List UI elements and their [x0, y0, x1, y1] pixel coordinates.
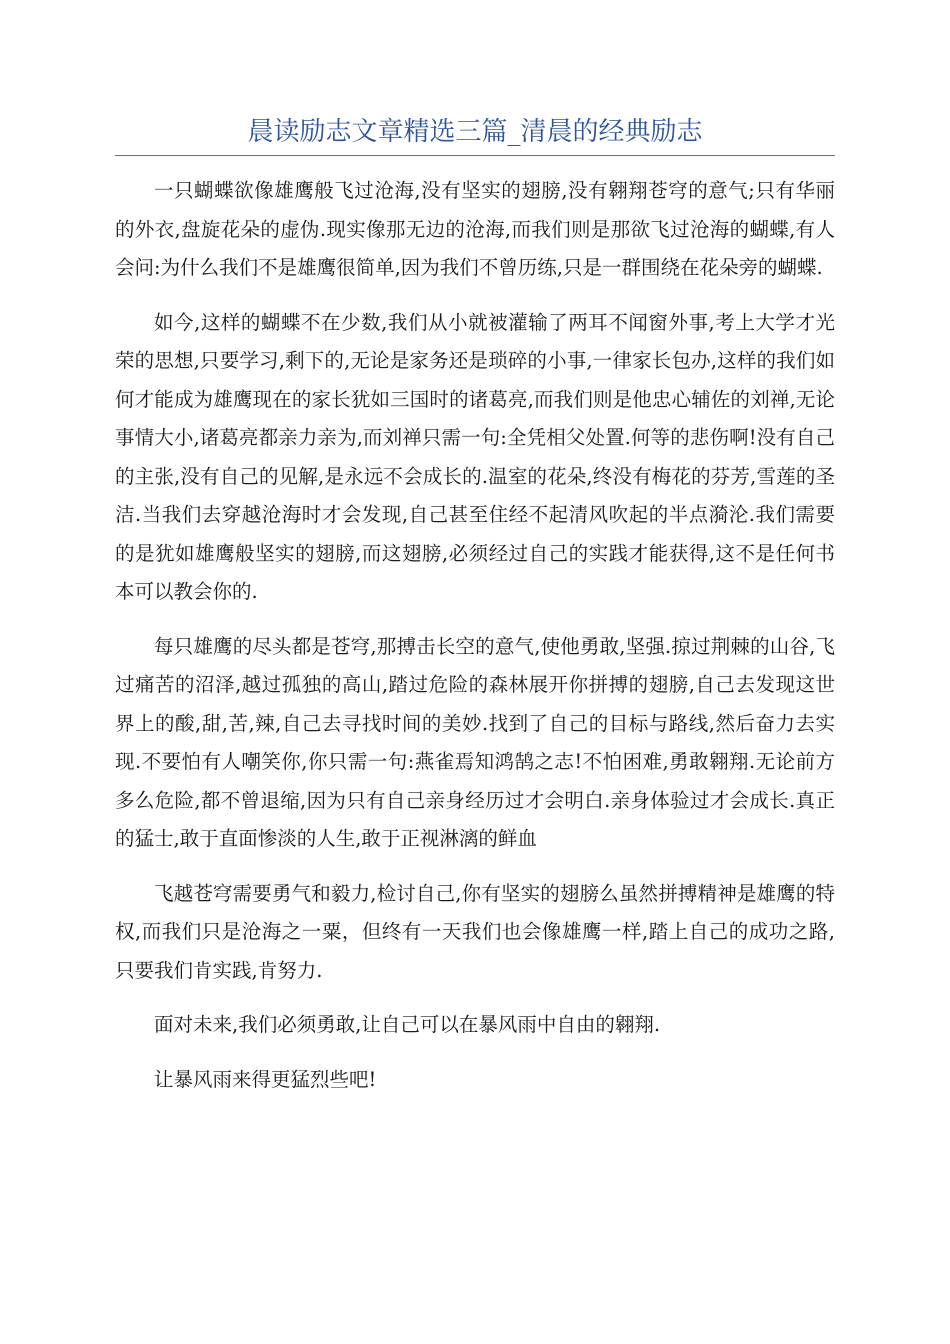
- paragraph: 如今,这样的蝴蝶不在少数,我们从小就被灌输了两耳不闻窗外事,考上大学才光荣的思想,只要学习,剩下的,无论是家务还是琐碎的小事,一律家长包办,这样的我们如何才能成为雄鹰现在的家长犹如三国时的诸葛亮,而我们则是他忠心辅佐的刘禅,无论事情大小,诸葛亮都亲力亲为,而刘禅只需一句:全凭相父处置.何等的悲伤啊!没有自己的主张,没有自己的见解,是永远不会成长的.温室的花朵,终没有梅花的芬芳,雪莲的圣洁.当我们去穿越沧海时才会发现,自己甚至住经不起清风吹起的半点漪沦.我们需要的是犹如雄鹰般坚实的翅膀,而这翅膀,必须经过自己的实践才能获得,这不是任何书本可以教会你的.: [115, 310, 835, 603]
- paragraph: 一只蝴蝶欲像雄鹰般飞过沧海,没有坚实的翅膀,没有翱翔苍穹的意气;只有华丽的外衣,盘旋花朵的虚伪.现实像那无边的沧海,而我们则是那欲飞过沧海的蝴蝶,有人会问:为什么我们不是雄鹰很简单,因为我们不曾历练,只是一群围绕在花朵旁的蝴蝶.: [115, 179, 835, 279]
- title-divider: [115, 155, 835, 156]
- paragraph: 每只雄鹰的尽头都是苍穹,那搏击长空的意气,使他勇敢,坚强.掠过荆棘的山谷,飞过痛苦的沼泽,越过孤独的高山,踏过危险的森林展开你拼搏的翅膀,自己去发现这世界上的酸,甜,苦,辣,自己去寻找时间的美妙.找到了自己的目标与路线,然后奋力去实现.不要怕有人嘲笑你,你只需一句:燕雀焉知鸿鹄之志!不怕困难,勇敢翱翔.无论前方多么危险,都不曾退缩,因为只有自己亲身经历过才会明白.亲身体验过才会成长.真正的猛士,敢于直面惨淡的人生,敢于正视淋漓的鲜血: [115, 634, 835, 850]
- paragraph: 让暴风雨来得更猛烈些吧!: [154, 1067, 377, 1091]
- page-title: 晨读励志文章精选三篇_清晨的经典励志: [247, 117, 703, 147]
- article-body: [115, 172, 835, 1115]
- paragraph: 面对未来,我们必须勇敢,让自己可以在暴风雨中自由的翱翔.: [154, 1013, 661, 1036]
- paragraph: 飞越苍穹需要勇气和毅力,检讨自己,你有坚实的翅膀么虽然拼搏精神是雄鹰的特权,而我们只是沧海之一粟，但终有一天我们也会像雄鹰一样,踏上自己的成功之路,只要我们肯实践,肯努力.: [115, 881, 835, 982]
